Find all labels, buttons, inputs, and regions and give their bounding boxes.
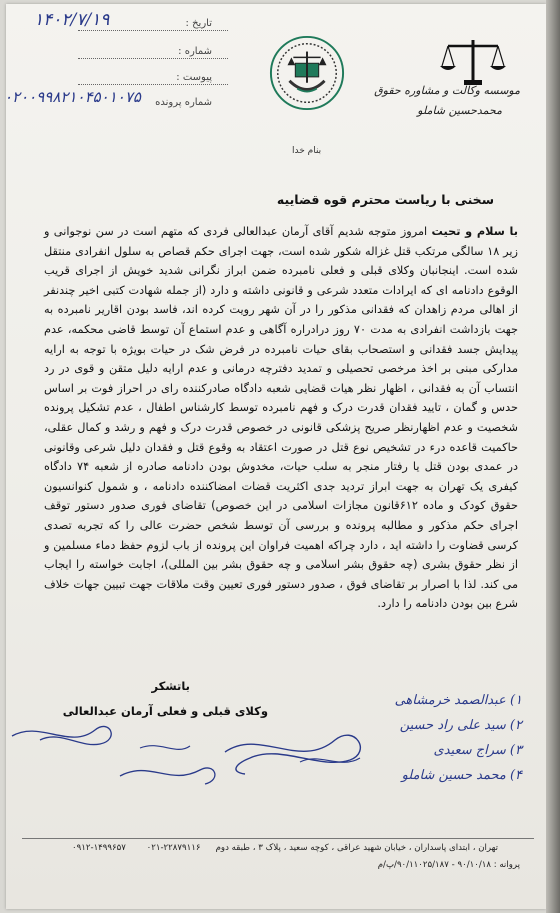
date-field — [186, 18, 212, 29]
judiciary-emblem-icon — [268, 34, 346, 112]
number-line — [78, 58, 228, 59]
closing-signers: وکلای قبلی و فعلی آرمان عبدالعالی — [62, 704, 268, 718]
attachment-label: پیوست : — [176, 72, 212, 83]
lawyer-name: ۳) سراج سعیدی — [433, 743, 522, 758]
body-lead: با سلام و تحیت — [431, 225, 519, 238]
lawyer-name: ۱) عبدالصمد خرمشاهی — [394, 693, 522, 708]
closing-thanks: باتشکر — [151, 679, 190, 693]
besmellah: بنام خدا — [292, 146, 322, 156]
lawyer-name: ۴) محمد حسین شاملو — [401, 768, 522, 783]
attachment-line — [78, 84, 228, 85]
scales-logo-icon — [440, 38, 506, 86]
footer-phone-mobile: ۰۹۱۲-۱۴۹۹۶۵۷ — [72, 843, 126, 853]
registration-field — [155, 97, 212, 108]
attachment-field — [176, 72, 212, 83]
footer-address: تهران ، ابتدای پاسداران ، خیابان شهید عراقی ، کوچه سعید ، پلاک ۳ ، طبقه دوم — [215, 843, 498, 853]
letter-subject: سخنی با ریاست محترم قوه قضاییه — [276, 192, 494, 207]
body-text: امروز متوجه شدیم آقای آرمان عبدالعالی فردی که متهم است در سن نوجوانی و زیر ۱۸ سالگی مرتکب قتل غزاله شکور شده است، جهت اجرای حکم قصاص به سلول انفرادی منتقل شده است. اینجانبان وکلای قبلی و فعلی نامبرده ضمن ابراز نگرانی شدید خویش از اجرای قریب الوقوع دادنامه ای که ایرادات متعدد شرعی و قانونی داشته و دارد (از جمله شهادت کتبی اخیر چندنفر از اهالی مردم زاهدان که فقدانی مذکور را در آن شهر رویت کرده اند، فاسد بودن اقارير نامبرده به جهت بازداشت انفرادی به مدت ۷۰ روز درادراره آگاهی و عدم استماع آن توسط قاضی محکمه، عدم پیدایش جسد فقدانی و استصحاب بقای حیات نامبرده در فرض شک در حیات بویژه با توجه به ارایه مدارکی مبنی بر اخذ مرخصی تحصیلی و تمدید دفترچه درمانی و عدم ارایه دلیل متقن و قوی در رد انتساب آن به فقدانی ، اظهار نظر هیات قضایی شعبه دادگاه صادرکننده رای در احراز فوت بر اساس حدس و گمان ، تایید فقدان قدرت درک و فهم نامبرده توسط کارشناس اطفال ، عدم تشکیل پرونده شخصیت و عدم اظهارنظر صریح پزشکی قانونی در خصوص قدرت درک و فهم و رشد و کمال عقلی، حاکمیت قاعده درء در تشخیص نوع قتل در صورت اعتقاد به وقوع قتل و فقدان دلیل شرعی وقانونی در عمدی بودن قتل یا رفتار منجر به سلب حیات، مخدوش بودن دادنامه صادره از شعبه ۷۴ دادگاه کیفری یک تهران به جهت ابراز تردید جدی اکثریت قضات امضاکننده دادنامه ، و شمول کنوانسیون حقوق کودک و ماده ۶۱۲قانون مجازات اسلامی در این خصوص) تقاضای فوری صدور دستور توقف اجرای حکم مذکور و مطالبه پرونده و بررسی آن توسط شخص حضرت عالی را که تجربه تصدی کرسی قضاوت را داشته اید ، دارد چراکه اهمیت فراوان این پرونده از باب لزوم حفظ دماء مسلمین و از نظر حقوق بشری (چه حقوق بشر اسلامی و چه حقوق بشر بین المللی)، اجابت خواسته را ایجاب می کند. لذا با اصرار بر تقاضای فوق ، صدور دستور فوری تعیین وقت ملاقات جهت تبیین جهات خلاف شرع بین بودن دادنامه را دارد. — [44, 225, 518, 611]
footer-license: پروانه : ۹۰/۱۰/۱۸ - ۹۰/۱۱۰۲۵/۱۸۷/پ/م — [377, 860, 520, 870]
letter-body — [44, 222, 518, 614]
number-label: شماره : — [178, 46, 212, 57]
registration-label: شماره پرونده — [155, 97, 212, 108]
registration-value: ۰۲۰۰۹۹۸۲۱۰۴۵۰۱۰۷۵ — [4, 88, 141, 106]
org-name: موسسه وکالت و مشاوره حقوق — [374, 84, 520, 97]
lawyer-name: ۲) سید علی راد حسین — [399, 718, 522, 733]
org-person: محمدحسین شاملو — [417, 104, 502, 117]
footer-phone-office: ۰۲۱-۲۲۸۷۹۱۱۶ — [146, 843, 201, 853]
date-label: تاریخ : — [185, 18, 212, 29]
footer-divider — [22, 838, 534, 839]
date-line — [78, 30, 228, 31]
signatures-image — [0, 700, 560, 810]
number-field — [178, 46, 212, 57]
footer-phones — [72, 843, 200, 853]
date-value: ۱۴۰۲/۷/۱۹ — [34, 10, 110, 30]
